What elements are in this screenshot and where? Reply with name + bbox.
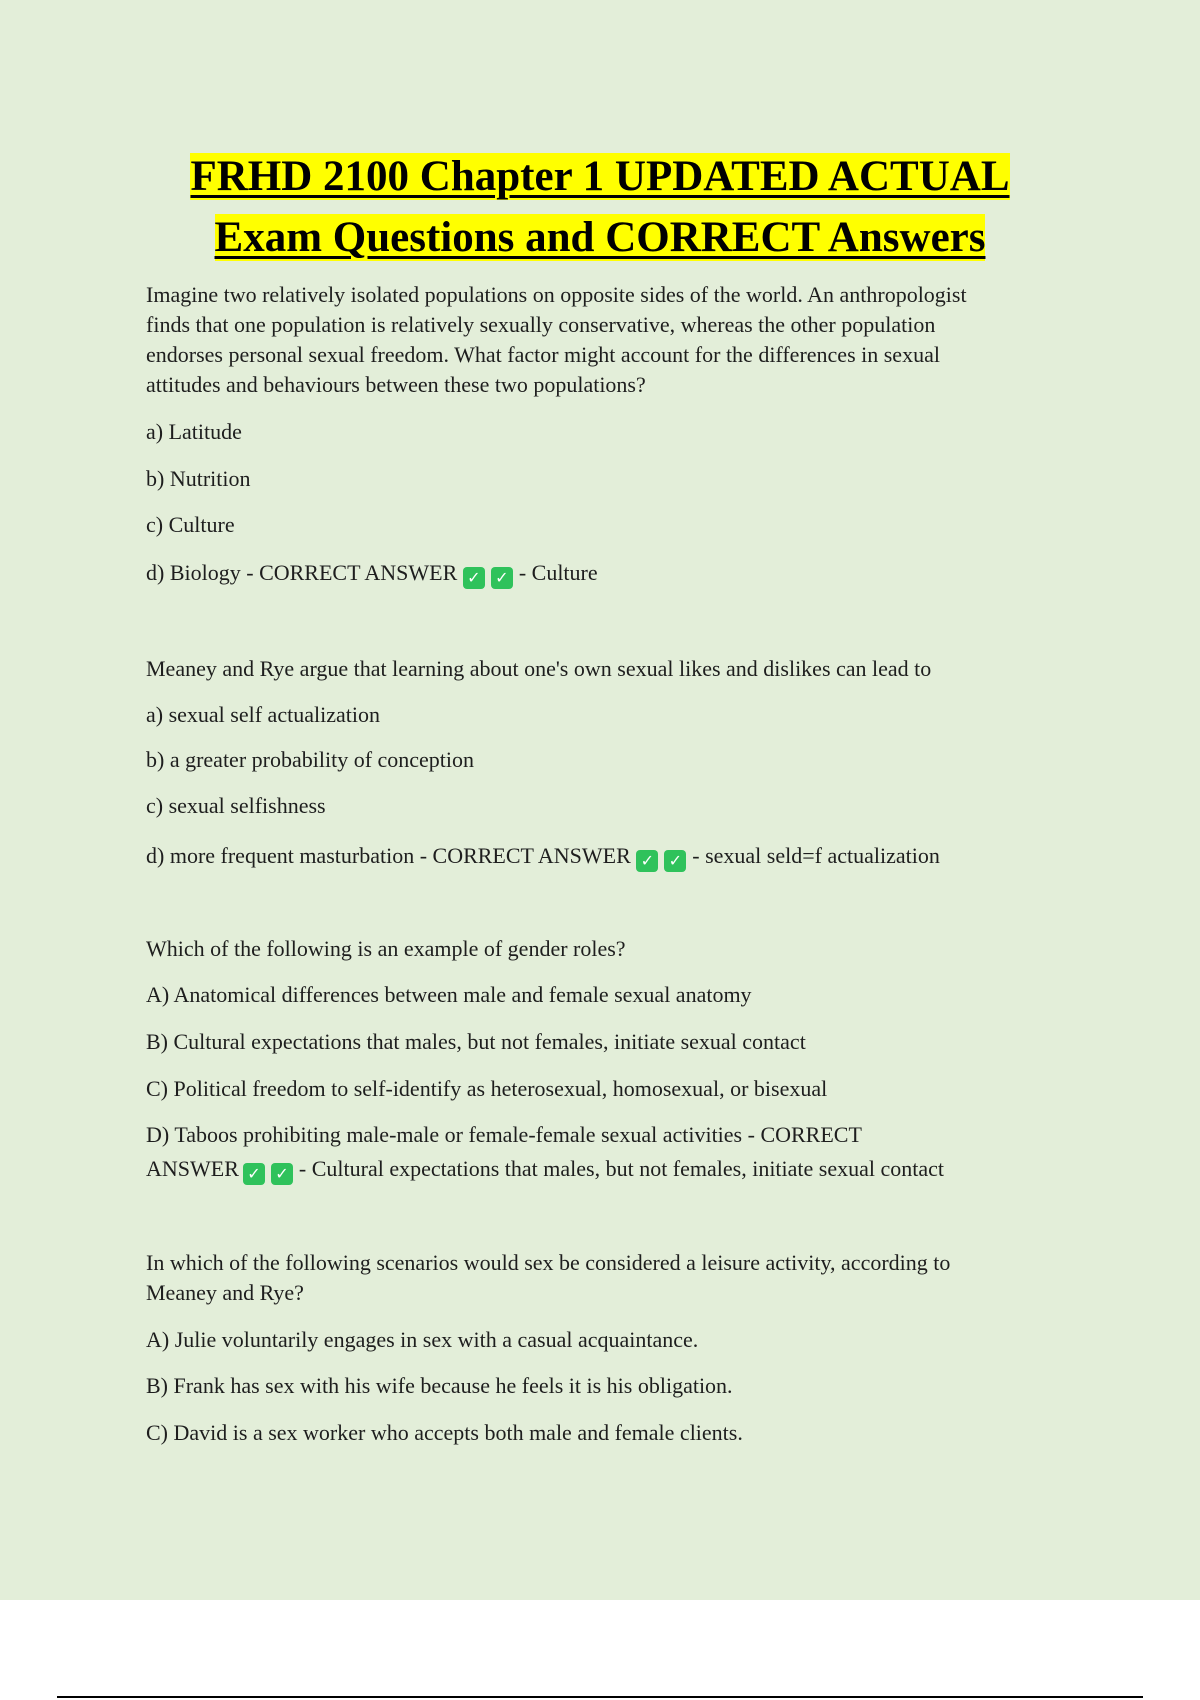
q3-option-d-line-1: D) Taboos prohibiting male-male or female-female sexual activities - CORRECT <box>146 1122 862 1147</box>
checkmark-icon: ✓ <box>664 850 686 872</box>
checkmark-icon: ✓ <box>271 1163 293 1185</box>
correct-answer-label: CORRECT ANSWER <box>259 560 458 585</box>
q1-option-b: b) Nutrition <box>146 466 251 491</box>
q1-stem-line-4: attitudes and behaviours between these two populations? <box>146 372 646 397</box>
q2-option-c: c) sexual selfishness <box>146 793 326 818</box>
footer-rule <box>57 1696 1143 1698</box>
title-line-2: Exam Questions and CORRECT Answers <box>214 214 986 261</box>
q1-stem-line-2: finds that one population is relatively sexually conservative, whereas the other population <box>146 312 936 337</box>
checkmark-icon: ✓ <box>636 850 658 872</box>
q4-option-a: A) Julie voluntarily engages in sex with a casual acquaintance. <box>146 1327 699 1352</box>
q4-option-b: B) Frank has sex with his wife because he feels it is his obligation. <box>146 1373 733 1398</box>
q1-option-d-text: d) Biology - <box>146 560 260 585</box>
document-title <box>0 146 1200 268</box>
q1-option-d <box>146 558 598 589</box>
checkmark-icon: ✓ <box>491 567 513 589</box>
q1-option-c: c) Culture <box>146 512 235 537</box>
correct-answer-label: ANSWER <box>146 1156 239 1181</box>
q3-correct-answer: - Cultural expectations that males, but not females, initiate sexual contact <box>298 1156 945 1181</box>
q2-option-a: a) sexual self actualization <box>146 702 380 727</box>
q3-stem: Which of the following is an example of gender roles? <box>146 936 626 961</box>
q2-option-d-text: d) more frequent masturbation - <box>146 843 433 868</box>
q2-option-b: b) a greater probability of conception <box>146 747 475 772</box>
q1-option-a: a) Latitude <box>146 419 242 444</box>
q4-option-c: C) David is a sex worker who accepts both male and female clients. <box>146 1420 743 1445</box>
q4-stem-line-1: In which of the following scenarios would sex be considered a leisure activity, according to <box>146 1250 951 1275</box>
q2-stem: Meaney and Rye argue that learning about one's own sexual likes and dislikes can lead to <box>146 656 932 681</box>
q2-option-d <box>146 841 940 872</box>
checkmark-icon: ✓ <box>463 567 485 589</box>
title-line-1: FRHD 2100 Chapter 1 UPDATED ACTUAL <box>190 153 1010 200</box>
q3-option-d-line-2 <box>146 1154 944 1185</box>
q2-correct-answer: - sexual seld=f actualization <box>692 843 940 868</box>
q1-stem-line-3: endorses personal sexual freedom. What factor might account for the differences in sexual <box>146 342 940 367</box>
q3-option-a: A) Anatomical differences between male and female sexual anatomy <box>146 982 752 1007</box>
q3-option-c: C) Political freedom to self-identify as heterosexual, homosexual, or bisexual <box>146 1076 828 1101</box>
q3-option-b: B) Cultural expectations that males, but not females, initiate sexual contact <box>146 1029 806 1054</box>
q4-stem-line-2: Meaney and Rye? <box>146 1280 304 1305</box>
q1-correct-answer: - Culture <box>518 560 598 585</box>
correct-answer-label: CORRECT ANSWER <box>432 843 631 868</box>
checkmark-icon: ✓ <box>243 1163 265 1185</box>
q1-stem-line-1: Imagine two relatively isolated populations on opposite sides of the world. An anthropologist <box>146 282 967 307</box>
